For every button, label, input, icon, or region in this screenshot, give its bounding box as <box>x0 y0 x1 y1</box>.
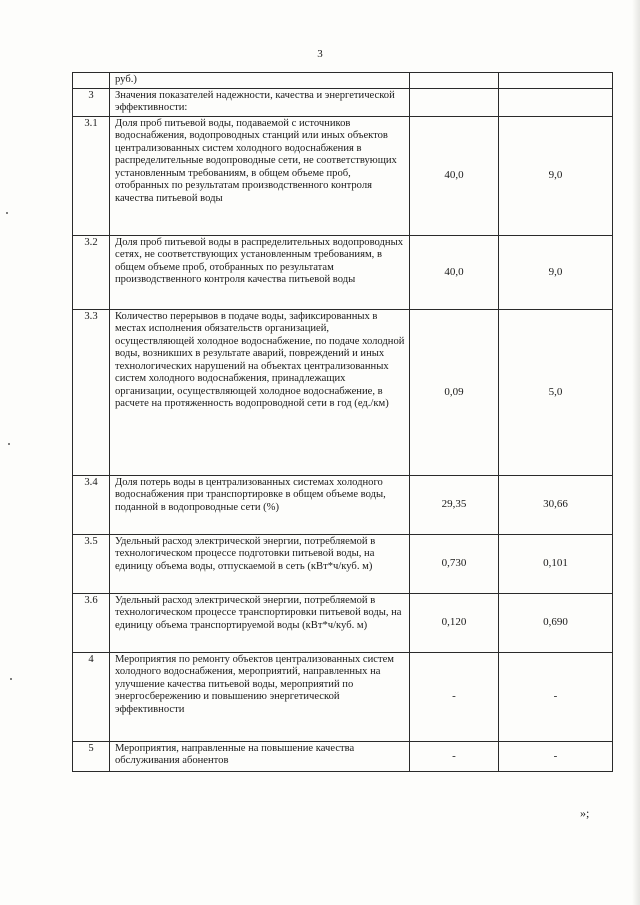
row-value-2: 0,690 <box>499 593 613 652</box>
table-row <box>73 73 613 89</box>
row-number: 3.6 <box>73 593 110 652</box>
row-description: Мероприятия по ремонту объектов централизованных систем холодного водоснабжения, мероприятий, направленных на улучшение качества питьевой воды, мероприятий по энергосбережению и повышению энергетической эффективности <box>110 652 410 741</box>
row-description: Доля потерь воды в централизованных системах холодного водоснабжения при транспортировке в общем объеме воды, поданной в водопроводные сети (%) <box>110 475 410 534</box>
row-description: Мероприятия, направленные на повышение качества обслуживания абонентов <box>110 741 410 771</box>
row-value-1: 40,0 <box>410 116 499 235</box>
row-description: Удельный расход электрической энергии, потребляемой в технологическом процессе транспортировки питьевой воды, на единицу объема транспортируемой воды (кВт*ч/куб. м) <box>110 593 410 652</box>
page-number: 3 <box>317 48 323 60</box>
row-value-2: 9,0 <box>499 235 613 309</box>
row-value-1: 0,730 <box>410 534 499 593</box>
table-row <box>73 741 613 771</box>
row-description: Доля проб питьевой воды в распределительных водопроводных сетях, не соответствующих установленным требованиям, в общем объеме проб, отобранных по результатам производственного контроля качества питьевой воды <box>110 235 410 309</box>
row-description: Доля проб питьевой воды, подаваемой с источников водоснабжения, водопроводных станций или иных объектов централизованных систем холодного водоснабжения в распределительные водопроводные сети, не соответствующих установленным требованиям, в общем объеме проб, отобранных по результатам производственного контроля качества питьевой воды <box>110 116 410 235</box>
row-value-1: - <box>410 652 499 741</box>
row-value-2 <box>499 73 613 89</box>
row-value-1: 0,120 <box>410 593 499 652</box>
row-number: 3.5 <box>73 534 110 593</box>
row-value-2: 9,0 <box>499 116 613 235</box>
row-value-2: 5,0 <box>499 309 613 475</box>
row-number: 5 <box>73 741 110 771</box>
row-number: 3 <box>73 88 110 116</box>
row-value-1: 40,0 <box>410 235 499 309</box>
row-number <box>73 73 110 89</box>
table-row <box>73 309 613 475</box>
row-value-2 <box>499 88 613 116</box>
table-row <box>73 475 613 534</box>
row-value-2: - <box>499 741 613 771</box>
row-value-1: 0,09 <box>410 309 499 475</box>
row-value-2: 30,66 <box>499 475 613 534</box>
row-value-2: 0,101 <box>499 534 613 593</box>
table-row <box>73 534 613 593</box>
row-number: 4 <box>73 652 110 741</box>
row-description: Значения показателей надежности, качества и энергетической эффективности: <box>110 88 410 116</box>
scan-edge-shadow <box>632 0 640 905</box>
row-description: Количество перерывов в подаче воды, зафиксированных в местах исполнения обязательств организацией, осуществляющей холодное водоснабжение, по подаче холодной воды, возникших в результате аварий, повреждений и иных технологических нарушений на объектах централизованных систем холодного водоснабжения, принадлежащих организации, осуществляющей холодное водоснабжение, в расчете на протяженность водопроводной сети в год (ед./км) <box>110 309 410 475</box>
row-number: 3.1 <box>73 116 110 235</box>
row-number: 3.3 <box>73 309 110 475</box>
row-value-2: - <box>499 652 613 741</box>
row-value-1: - <box>410 741 499 771</box>
table-row <box>73 235 613 309</box>
scan-speck <box>8 443 10 445</box>
table-row <box>73 652 613 741</box>
scan-speck <box>6 212 8 214</box>
row-value-1: 29,35 <box>410 475 499 534</box>
table-row <box>73 593 613 652</box>
indicators-table <box>72 72 613 772</box>
row-number: 3.4 <box>73 475 110 534</box>
table-row <box>73 88 613 116</box>
closing-quote: »; <box>580 806 590 820</box>
row-value-1 <box>410 88 499 116</box>
row-description: руб.) <box>110 73 410 89</box>
table-row <box>73 116 613 235</box>
scan-speck <box>10 678 12 680</box>
row-description: Удельный расход электрической энергии, потребляемой в технологическом процессе подготовки питьевой воды, на единицу объема воды, отпускаемой в сеть (кВт*ч/куб. м) <box>110 534 410 593</box>
row-value-1 <box>410 73 499 89</box>
row-number: 3.2 <box>73 235 110 309</box>
